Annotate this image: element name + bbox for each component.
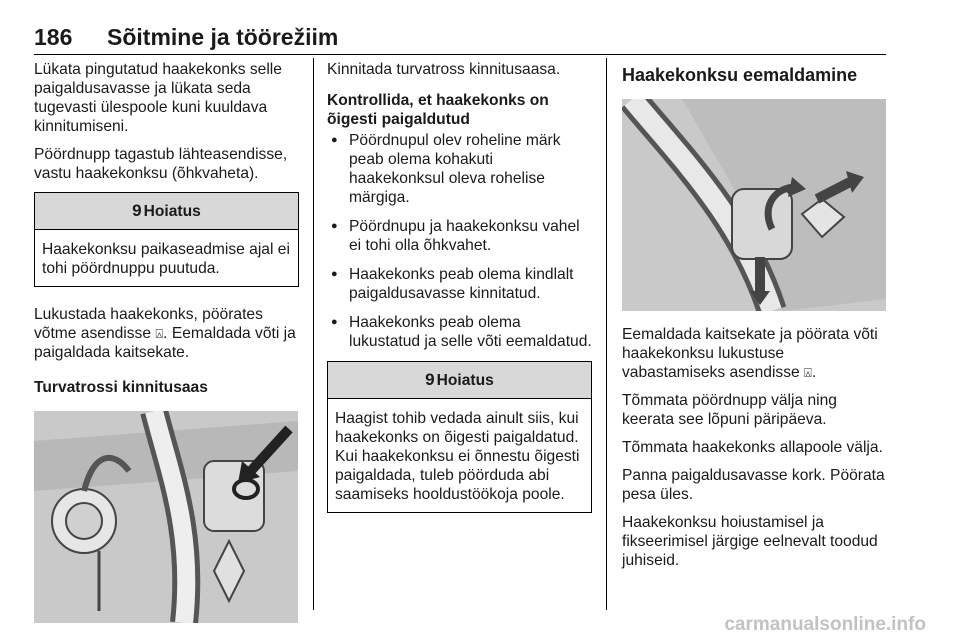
text: Lukustada haakekonks, pöörates võtme asendisse bbox=[34, 306, 263, 342]
paragraph bbox=[622, 325, 887, 382]
column-divider bbox=[606, 58, 607, 610]
list-item: ● Pöördnupul olev roheline märk peab olema kohakuti haakekonksul oleva rohelise märgiga. bbox=[327, 131, 592, 207]
warning-icon: 9 bbox=[132, 201, 142, 220]
paragraph bbox=[34, 305, 299, 362]
watermark: carmanualsonline.info bbox=[724, 614, 926, 635]
section-heading: Turvatrossi kinnitusaas bbox=[34, 379, 208, 396]
text: . bbox=[811, 364, 817, 381]
warning-header bbox=[35, 193, 298, 230]
page-header bbox=[34, 22, 886, 55]
paragraph: Haakekonksu hoiustamisel ja fikseerimisel järgige eelnevalt toodud juhiseid. bbox=[622, 514, 878, 569]
paragraph: Lükata pingutatud haakekonks selle paigaldusavasse ja lükata seda tugevasti ülespoole kuni kuuldava kinnitumiseni. bbox=[34, 61, 282, 135]
page-number: 186 bbox=[34, 24, 73, 50]
paragraph: Tõmmata haakekonks allapoole välja. bbox=[622, 439, 883, 456]
paragraph: Pöördnupp tagastub lähteasendisse, vastu haakekonksu (õhkvaheta). bbox=[34, 146, 288, 182]
warning-box bbox=[34, 192, 299, 287]
list-item: ● Haakekonks peab olema lukustatud ja selle võti eemaldatud. bbox=[327, 313, 592, 351]
section-heading: Haakekonksu eemaldamine bbox=[622, 65, 858, 85]
column-divider bbox=[313, 58, 314, 610]
warning-icon: 9 bbox=[425, 370, 435, 389]
hitch-removal-drawing bbox=[622, 99, 886, 311]
page-title: Sõitmine ja töörežiim bbox=[107, 24, 339, 50]
paragraph: Kinnitada turvatross kinnitusaasa. bbox=[327, 61, 561, 78]
text: . Eemaldada võti ja paigaldada kaitsekate. bbox=[34, 325, 296, 361]
list-item: ● Pöördnupu ja haakekonksu vahel ei tohi olla õhkvahet. bbox=[327, 217, 592, 255]
warning-title: Hoiatus bbox=[143, 203, 201, 220]
column-3 bbox=[622, 60, 887, 579]
section-heading: Kontrollida, et haakekonks on õigesti paigaldutud bbox=[327, 92, 549, 128]
column-2 bbox=[327, 60, 592, 531]
illustration-hitch-removal bbox=[622, 99, 886, 311]
warning-body: Haagist tohib vedada ainult siis, kui haakekonks on õigesti paigaldatud. Kui haakekonksu ei õnnestu õigesti paigaldada, tuleb pöörduda abi saamiseks hooldustöökoja poole. bbox=[335, 410, 580, 503]
paragraph: Panna paigaldusavasse kork. Pöörata pesa üles. bbox=[622, 467, 885, 503]
paragraph: Tõmmata pöördnupp välja ning keerata see lõpuni päripäeva. bbox=[622, 392, 837, 428]
key-lock-icon: ⍓ bbox=[804, 365, 812, 380]
warning-title: Hoiatus bbox=[436, 372, 494, 389]
hitch-eye-drawing bbox=[34, 411, 298, 623]
illustration-hitch-eye bbox=[34, 411, 298, 623]
list-item: ● Haakekonks peab olema kindlalt paigaldusavasse kinnitatud. bbox=[327, 265, 592, 303]
column-1 bbox=[34, 60, 299, 623]
warning-header bbox=[328, 362, 591, 399]
warning-box bbox=[327, 361, 592, 513]
key-lock-icon: ⍓ bbox=[155, 326, 164, 341]
text: Eemaldada kaitsekate ja pöörata võti haakekonksu lukustuse vabastamiseks asendisse bbox=[622, 326, 878, 381]
checklist bbox=[327, 131, 592, 351]
warning-body: Haakekonksu paikaseadmise ajal ei tohi pöördnuppu puutuda. bbox=[42, 241, 290, 277]
